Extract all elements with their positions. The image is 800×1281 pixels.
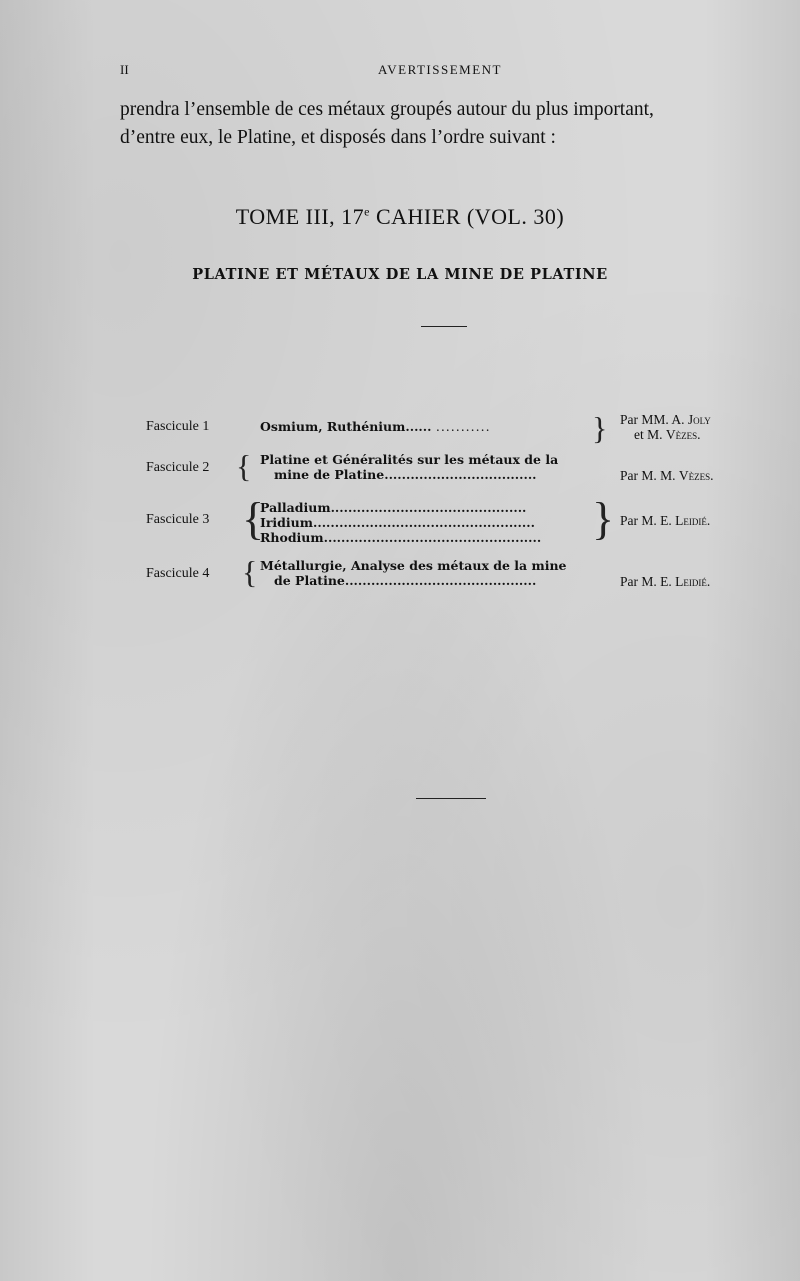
fascicule-item: Osmium, Ruthénium...... bbox=[260, 419, 432, 434]
fascicule-item: de Platine............................................ bbox=[274, 573, 537, 588]
intro-line-1: prendra l’ensemble de ces métaux groupés autour du plus important, bbox=[120, 99, 654, 120]
right-brace: } bbox=[592, 410, 608, 446]
fascicule-label: Fascicule 4 bbox=[146, 566, 210, 581]
left-brace: { bbox=[236, 448, 252, 484]
running-head bbox=[120, 62, 760, 82]
fascicule-item: Palladium............................................. bbox=[260, 500, 527, 515]
section-subtitle: PLATINE ET MÉTAUX DE LA MINE DE PLATINE bbox=[192, 266, 608, 283]
left-brace: { bbox=[242, 493, 265, 544]
divider-rule-top bbox=[421, 326, 467, 327]
fascicule-items bbox=[260, 558, 586, 588]
left-brace: { bbox=[242, 554, 258, 590]
author-line-2: et M. Vèzes. bbox=[634, 427, 701, 442]
divider-rule-bottom bbox=[416, 798, 486, 799]
fascicule-items bbox=[260, 500, 586, 545]
fascicule-item: Rhodium.................................................. bbox=[260, 530, 542, 545]
fascicule-author: Par M. E. Leidié. bbox=[620, 513, 711, 528]
fascicule-item: Iridium................................................... bbox=[260, 515, 535, 530]
fascicule-label: Fascicule 3 bbox=[146, 512, 210, 527]
author-line-1: Par MM. A. Joly bbox=[620, 412, 711, 427]
fascicule-author bbox=[620, 412, 711, 442]
intro-paragraph bbox=[120, 96, 760, 152]
fascicule-items bbox=[260, 419, 491, 434]
running-head-title: AVERTISSEMENT bbox=[378, 62, 502, 77]
fascicule-label: Fascicule 2 bbox=[146, 460, 210, 475]
tome-prefix: TOME III, 17 bbox=[235, 204, 365, 229]
fascicule-author: Par M. E. Leidié. bbox=[620, 574, 711, 589]
tome-heading bbox=[0, 204, 800, 230]
fascicule-item: mine de Platine................................... bbox=[274, 467, 537, 482]
fascicule-item: Métallurgie, Analyse des métaux de la mine bbox=[260, 558, 567, 573]
fascicule-author: Par M. M. Vèzes. bbox=[620, 468, 714, 483]
intro-line-2: d’entre eux, le Platine, et disposés dans l’ordre suivant : bbox=[120, 127, 556, 148]
right-brace: } bbox=[592, 493, 615, 544]
dot-leader: ........... bbox=[435, 419, 491, 434]
page-number: II bbox=[120, 62, 129, 77]
tome-superscript: e bbox=[364, 204, 370, 219]
fascicule-items bbox=[260, 452, 558, 482]
fascicule-label: Fascicule 1 bbox=[146, 419, 210, 434]
fascicule-item: Platine et Généralités sur les métaux de la bbox=[260, 452, 559, 467]
tome-suffix: CAHIER (VOL. 30) bbox=[369, 204, 565, 229]
